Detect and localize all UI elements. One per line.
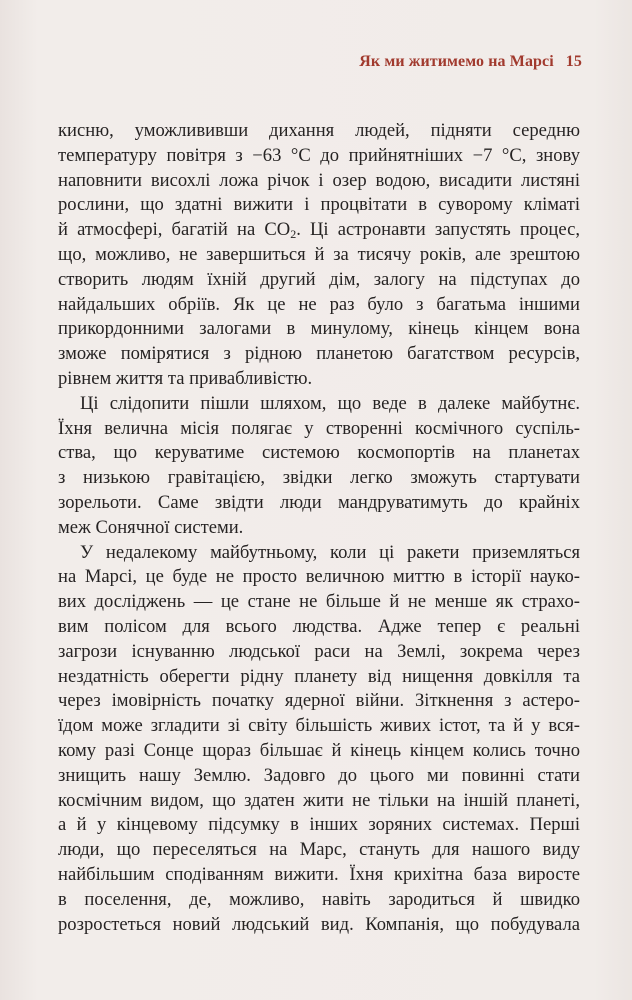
text-line: створить людям їхній другий дім, залогу на підступах до bbox=[58, 268, 580, 290]
text-line: вим полісом для всього людства. Адже тепер є реальні bbox=[58, 615, 580, 637]
text-line-start: й атмосфері, багатій на CO bbox=[58, 219, 291, 241]
text-line: наповнити висохлі ложа річок і озер водою, висадити листяні bbox=[58, 169, 580, 191]
text-line: кому разі Сонце щораз більшає й кінець кінцем колись точно bbox=[58, 739, 580, 761]
text-line: зорельоти. Саме звідти люди мандруватимуть до крайніх bbox=[58, 491, 580, 513]
text-line: їдом може згладити зі світу більшість живих істот, та й у вся- bbox=[58, 715, 580, 737]
text-line: меж Сонячної системи. bbox=[58, 516, 244, 538]
text-line: розростеться новий людський вид. Компанія, що побудувала bbox=[58, 913, 580, 935]
text-line: люди, що переселяться на Марс, стануть для нашого виду bbox=[58, 839, 580, 861]
body-text bbox=[58, 119, 580, 937]
text-line-co2 bbox=[58, 218, 580, 243]
text-line: на Марсі, це буде не просто величною миттю в історії науко- bbox=[58, 566, 580, 588]
running-header bbox=[359, 53, 582, 71]
text-line-tail: . Ці астронавти запустять процес, bbox=[296, 219, 581, 241]
text-line: що, можливо, не завершиться й за тисячу років, але зрештою bbox=[58, 243, 580, 265]
text-line: температуру повітря з −63 °С до прийнятніших −7 °С, знову bbox=[58, 144, 580, 166]
text-line: в поселення, де, можливо, навіть зародиться й швидко bbox=[58, 888, 580, 910]
text-line: Їхня велична місія полягає у створенні космічного суспіль- bbox=[58, 417, 580, 439]
text-line: рівнем життя та привабливістю. bbox=[58, 367, 313, 389]
text-line: нездатність оберегти рідну планету від нищення довкілля та bbox=[58, 665, 580, 687]
text-line: прикордонними залогами в минулому, кінець кінцем вона bbox=[58, 318, 580, 340]
co2-subscript: 2 bbox=[290, 227, 297, 242]
text-line: Ці слідопити пішли шляхом, що веде в далеке майбутнє. bbox=[80, 392, 580, 414]
text-line: ства, що керуватиме системою космопортів на планетах bbox=[58, 442, 580, 464]
paragraph-3 bbox=[58, 541, 580, 938]
text-line: У недалекому майбутньому, коли ці ракети приземляться bbox=[80, 541, 580, 563]
paragraph-2 bbox=[58, 392, 580, 541]
running-title: Як ми житимемо на Марсі bbox=[359, 53, 554, 70]
text-line: з низькою гравітацією, звідки легко зможуть стартувати bbox=[58, 467, 580, 489]
text-line: через імовірність початку ядерної війни. Зіткнення з астеро- bbox=[58, 690, 580, 712]
text-line: рослини, що здатні вижити і процвітати в суворому кліматі bbox=[58, 194, 580, 216]
text-line: зможе помірятися з рідною планетою багатством ресурсів, bbox=[58, 343, 580, 365]
text-line: загрози існуванню людської раси на Землі, зокрема через bbox=[58, 640, 580, 662]
text-line: найбільшим сподіванням вижити. Їхня крихітна база виросте bbox=[58, 863, 580, 885]
text-line: знищить нашу Землю. Задовго до цього ми повинні стати bbox=[58, 764, 580, 786]
page-number: 15 bbox=[565, 53, 582, 70]
text-line: а й у кінцевому підсумку в інших зоряних системах. Перші bbox=[58, 814, 580, 836]
text-line: кисню, уможлививши дихання людей, підняти середню bbox=[58, 120, 580, 141]
text-line: найдальших обріїв. Як це не раз було з багатьма іншими bbox=[58, 293, 580, 315]
text-line: вих досліджень — це стане не більше й не менше як страхо- bbox=[58, 591, 580, 613]
paragraph-1 bbox=[58, 119, 580, 392]
text-line: космічним видом, що здатен жити не тільки на іншій планеті, bbox=[58, 789, 580, 811]
